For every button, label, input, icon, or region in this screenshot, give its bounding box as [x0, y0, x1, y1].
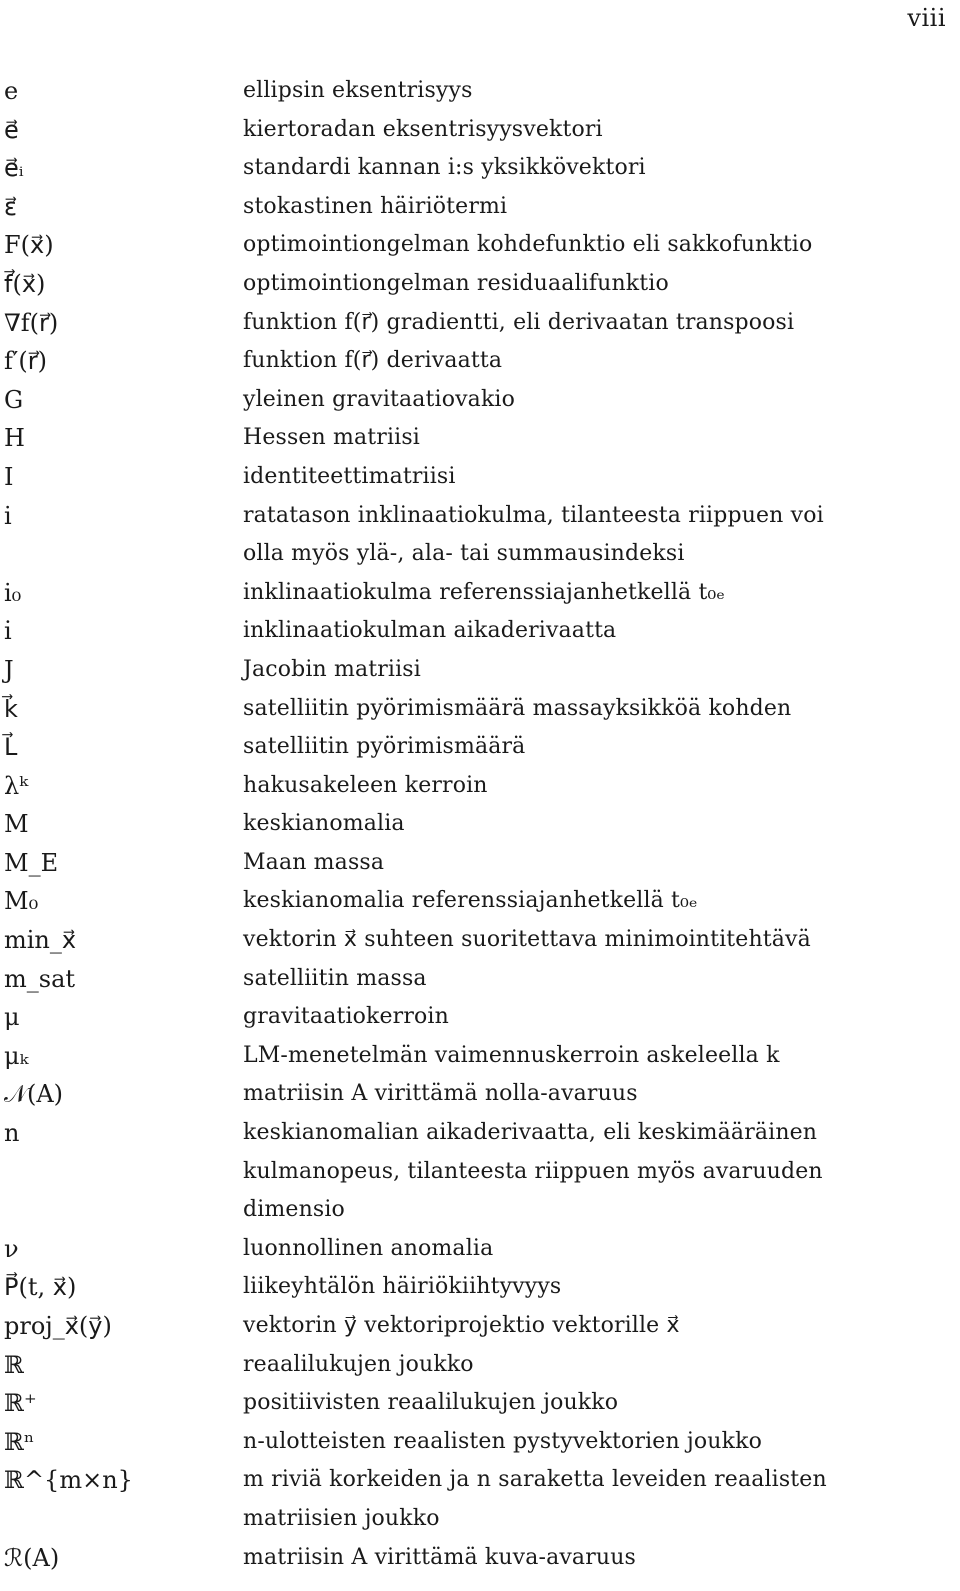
symbol-entry — [4, 844, 954, 883]
symbol-entry — [4, 1230, 954, 1269]
symbol-description — [243, 188, 954, 227]
symbol-description — [243, 419, 954, 458]
symbol-entry — [4, 342, 954, 381]
description-line: identiteettimatriisi — [243, 463, 456, 489]
symbol-entry — [4, 728, 954, 767]
symbol: m_sat — [4, 964, 76, 993]
description-line: inklinaatiokulma referenssiajanhetkellä t₀ₑ — [243, 579, 726, 605]
symbol-description — [243, 381, 954, 420]
symbol: ∇f(r⃗) — [4, 308, 59, 337]
page-number: viii — [907, 4, 946, 32]
symbol: n — [4, 1119, 20, 1148]
symbol-description — [243, 805, 954, 844]
description-line: standardi kannan i:s yksikkövektori — [243, 155, 646, 181]
symbol-description — [243, 1384, 954, 1423]
symbol: ℝ^{m×n} — [4, 1466, 133, 1495]
symbol-description — [243, 1346, 954, 1385]
symbol: ℛ(A) — [4, 1543, 60, 1572]
description-line: matriisin A virittämä nolla-avaruus — [243, 1081, 638, 1107]
symbol: μ — [4, 1003, 20, 1032]
description-line: matriisien joukko — [243, 1505, 440, 1531]
symbol-entry — [4, 651, 954, 690]
symbol-entry — [4, 1539, 954, 1578]
symbol-description — [243, 690, 954, 729]
symbol-entry — [4, 1461, 954, 1538]
description-line: dimensio — [243, 1197, 345, 1223]
symbol-entry — [4, 1037, 954, 1076]
symbol-description — [243, 1307, 954, 1346]
description-line: satelliitin pyörimismäärä — [243, 734, 526, 760]
symbol-description — [243, 497, 954, 574]
description-line: kiertoradan eksentrisyysvektori — [243, 116, 603, 142]
description-line: keskianomalian aikaderivaatta, eli keskimääräinen — [243, 1120, 818, 1146]
symbol-description — [243, 651, 954, 690]
symbol-description — [243, 458, 954, 497]
symbol: M — [4, 810, 29, 839]
symbol-entry — [4, 1307, 954, 1346]
symbol-entry — [4, 690, 954, 729]
description-line: keskianomalia — [243, 811, 405, 837]
description-line: reaalilukujen joukko — [243, 1351, 474, 1377]
description-line: matriisin A virittämä kuva-avaruus — [243, 1544, 636, 1570]
symbol-entry — [4, 1075, 954, 1114]
symbol-description — [243, 728, 954, 767]
symbol-description — [243, 844, 954, 883]
symbol-description — [243, 1230, 954, 1269]
symbol-description — [243, 767, 954, 806]
description-line: funktion f(r⃗) gradientti, eli derivaatan transpoosi — [243, 309, 795, 335]
symbol-entry — [4, 882, 954, 921]
symbol-description — [243, 1075, 954, 1114]
description-line: Jacobin matriisi — [243, 656, 421, 682]
symbol: e⃗ — [4, 115, 19, 144]
symbol: i — [4, 501, 12, 530]
symbol: proj_x⃗(y⃗) — [4, 1312, 112, 1340]
symbol-entry — [4, 1346, 954, 1385]
symbol-entry — [4, 998, 954, 1037]
description-line: Hessen matriisi — [243, 425, 420, 451]
symbol: M₀ — [4, 887, 39, 916]
symbol: k⃗ — [4, 694, 18, 723]
symbol-entry — [4, 72, 954, 111]
description-line: satelliitin pyörimismäärä massayksikköä kohden — [243, 695, 792, 721]
description-line: stokastinen häiriötermi — [243, 193, 508, 219]
symbol-entry — [4, 458, 954, 497]
symbol-list — [4, 72, 954, 1577]
description-line: keskianomalia referenssiajanhetkellä t₀ₑ — [243, 888, 698, 914]
symbol-entry — [4, 1268, 954, 1307]
symbol-description — [243, 1461, 954, 1538]
description-line: optimointiongelman residuaalifunktio — [243, 270, 669, 296]
symbol-entry — [4, 419, 954, 458]
symbol: I — [4, 462, 14, 491]
symbol-description — [243, 111, 954, 150]
symbol: ε⃗ — [4, 192, 17, 221]
symbol: λᵏ — [4, 771, 28, 800]
description-line: hakusakeleen kerroin — [243, 772, 488, 798]
symbol-description — [243, 304, 954, 343]
symbol: L⃗ — [4, 733, 18, 762]
description-line: olla myös ylä-, ala- tai summausindeksi — [243, 541, 685, 567]
symbol: e⃗ᵢ — [4, 154, 24, 183]
symbol-description — [243, 226, 954, 265]
symbol-entry — [4, 1114, 954, 1230]
symbol-entry — [4, 612, 954, 651]
description-line: optimointiongelman kohdefunktio eli sakkofunktio — [243, 232, 813, 258]
description-line: n-ulotteisten reaalisten pystyvektorien joukko — [243, 1428, 762, 1454]
symbol-entry — [4, 497, 954, 574]
symbol: G — [4, 385, 24, 414]
symbol-entry — [4, 304, 954, 343]
description-line: gravitaatiokerroin — [243, 1004, 449, 1030]
symbol-entry — [4, 767, 954, 806]
symbol: i̇ — [4, 617, 12, 646]
description-line: satelliitin massa — [243, 965, 427, 991]
description-line: vektorin x⃗ suhteen suoritettava minimointitehtävä — [243, 927, 811, 953]
symbol-description — [243, 612, 954, 651]
symbol: 𝒩(A) — [4, 1080, 64, 1109]
description-line: vektorin y⃗ vektoriprojektio vektorille x⃗ — [243, 1313, 680, 1338]
symbol-description — [243, 1539, 954, 1578]
description-line: ellipsin eksentrisyys — [243, 78, 473, 103]
description-line: positiivisten reaalilukujen joukko — [243, 1390, 619, 1416]
symbol: ν — [4, 1234, 19, 1263]
symbol-description — [243, 265, 954, 304]
symbol: i₀ — [4, 578, 22, 607]
symbol: μₖ — [4, 1041, 29, 1070]
symbol: ℝ — [4, 1350, 24, 1379]
symbol-description — [243, 1423, 954, 1462]
description-line: luonnollinen anomalia — [243, 1235, 494, 1261]
symbol-entry — [4, 574, 954, 613]
symbol: f⃗(x⃗) — [4, 269, 46, 298]
symbol-entry — [4, 960, 954, 999]
symbol: P⃗(t, x⃗) — [4, 1273, 77, 1302]
description-line: inklinaatiokulman aikaderivaatta — [243, 618, 617, 644]
symbol-description — [243, 574, 954, 613]
symbol: ℝ⁺ — [4, 1389, 37, 1418]
symbol-description — [243, 1268, 954, 1307]
description-line: liikeyhtälön häiriökiihtyvyys — [243, 1274, 562, 1300]
symbol-description — [243, 1114, 954, 1230]
description-line: yleinen gravitaatiovakio — [243, 386, 516, 412]
symbol: J — [4, 655, 14, 684]
symbol: ℝⁿ — [4, 1427, 35, 1456]
symbol-description — [243, 72, 954, 111]
description-line: m riviä korkeiden ja n saraketta leveiden reaalisten — [243, 1467, 827, 1493]
symbol-entry — [4, 381, 954, 420]
description-line: funktion f(r⃗) derivaatta — [243, 348, 503, 374]
symbol-description — [243, 998, 954, 1037]
symbol-entry — [4, 111, 954, 150]
symbol-entry — [4, 226, 954, 265]
symbol-entry — [4, 1384, 954, 1423]
description-line: ratatason inklinaatiokulma, tilanteesta riippuen voi — [243, 502, 824, 528]
symbol: H — [4, 424, 25, 453]
description-line: kulmanopeus, tilanteesta riippuen myös avaruuden — [243, 1158, 823, 1184]
symbol: F(x⃗) — [4, 231, 54, 260]
symbol-entry — [4, 188, 954, 227]
symbol: e — [4, 77, 19, 105]
symbol-description — [243, 1037, 954, 1076]
symbol-description — [243, 882, 954, 921]
symbol: f′(r⃗) — [4, 347, 47, 376]
symbol-description — [243, 921, 954, 960]
symbol-entry — [4, 805, 954, 844]
description-line: Maan massa — [243, 849, 385, 875]
description-line: LM-menetelmän vaimennuskerroin askeleella k — [243, 1042, 780, 1068]
symbol-entry — [4, 921, 954, 960]
symbol-entry — [4, 265, 954, 304]
symbol: M_E — [4, 848, 59, 877]
symbol-entry — [4, 149, 954, 188]
symbol-description — [243, 342, 954, 381]
symbol: min_x⃗ — [4, 926, 77, 955]
symbol-description — [243, 149, 954, 188]
symbol-description — [243, 960, 954, 999]
symbol-entry — [4, 1423, 954, 1462]
